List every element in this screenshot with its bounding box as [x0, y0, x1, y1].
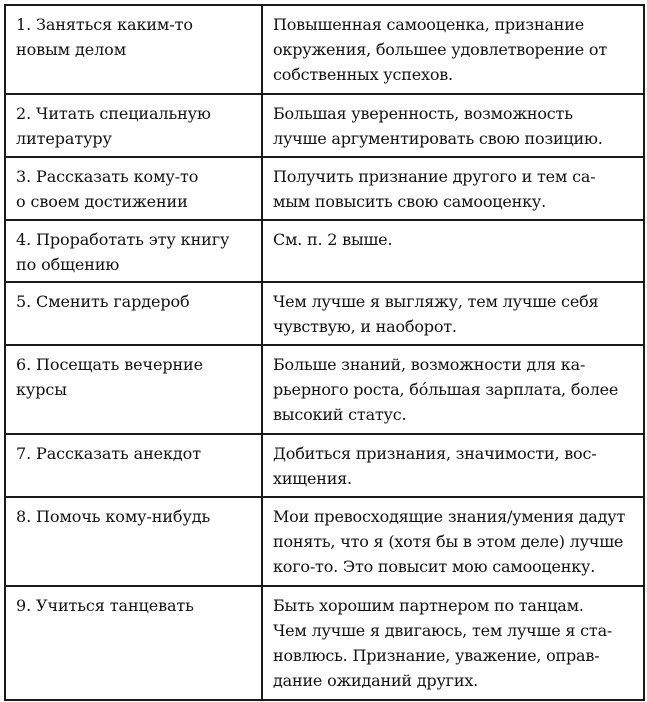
effect-cell: Большая уверенность, возможность лучше аргументировать свою позицию.: [262, 94, 644, 157]
table-row: [5, 282, 644, 345]
action-cell: 2. Читать специальную литературу: [5, 94, 262, 157]
action-cell: 8. Помочь кому-нибудь: [5, 497, 262, 586]
effect-cell: Получить признание другого и тем са- мым повысить свою самооценку.: [262, 157, 644, 220]
table-row: [5, 5, 644, 94]
table-row: [5, 586, 644, 700]
effect-cell: Мои превосходящие знания/умения дадут понять, что я (хотя бы в этом деле) лучше кого-то. Это повысит мою самооценку.: [262, 497, 644, 586]
actions-effects-table: [4, 4, 645, 701]
action-cell: 4. Проработать эту книгу по общению: [5, 220, 262, 282]
table-row: [5, 220, 644, 282]
action-cell: 9. Учиться танцевать: [5, 586, 262, 700]
effect-cell: Добиться признания, значимости, вос- хищения.: [262, 434, 644, 497]
action-cell: 7. Рассказать анекдот: [5, 434, 262, 497]
table-row: [5, 497, 644, 586]
effect-cell: Быть хорошим партнером по танцам. Чем лучше я двигаюсь, тем лучше я ста- новлюсь. Признание, уважение, оправ- дание ожиданий других.: [262, 586, 644, 700]
table-row: [5, 345, 644, 434]
effect-cell: Чем лучше я выгляжу, тем лучше себя чувствую, и наоборот.: [262, 282, 644, 345]
effect-cell: Повышенная самооценка, признание окружения, большее удовлетворение от собственных успехов.: [262, 5, 644, 94]
action-cell: 6. Посещать вечерние курсы: [5, 345, 262, 434]
table-body: [5, 5, 644, 700]
effect-cell: Больше знаний, возможности для ка- рьерного роста, бóльшая зарплата, более высокий статус.: [262, 345, 644, 434]
action-cell: 5. Сменить гардероб: [5, 282, 262, 345]
effect-cell: См. п. 2 выше.: [262, 220, 644, 282]
table-row: [5, 94, 644, 157]
table-row: [5, 434, 644, 497]
action-cell: 3. Рассказать кому-то о своем достижении: [5, 157, 262, 220]
table-row: [5, 157, 644, 220]
action-cell: 1. Заняться каким-то новым делом: [5, 5, 262, 94]
